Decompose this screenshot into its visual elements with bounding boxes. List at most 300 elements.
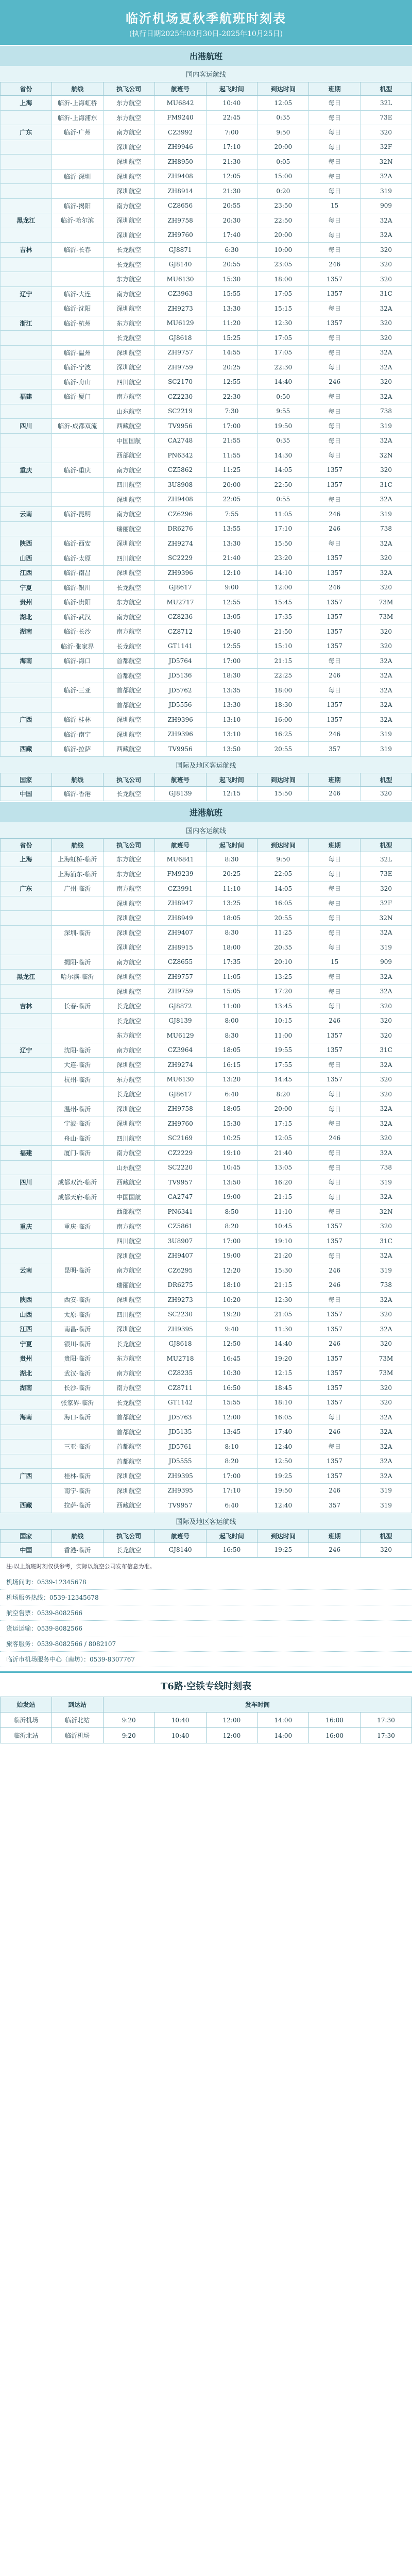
table-cell [1,1439,52,1454]
table-cell: 东方航空 [103,316,154,331]
table-cell: 13:50 [206,742,258,757]
table-row [1,404,412,419]
table-cell [52,404,103,419]
table-cell: SC2219 [154,404,206,419]
table-cell: 南昌-临沂 [52,1322,103,1337]
table-cell: 21:15 [258,1190,309,1205]
table-cell: 19:20 [258,1351,309,1366]
table-cell: 0:55 [258,492,309,507]
table-cell: 湖南 [1,1381,52,1396]
table-row [1,272,412,287]
table-cell: 320 [360,272,412,287]
table-cell [52,1248,103,1263]
table-row [1,940,412,955]
column-header: 到达时间 [258,82,309,96]
table-row [1,882,412,896]
table-cell: 15 [309,198,360,213]
table-cell: 临沂-昆明 [52,507,103,522]
table-cell: 32L [360,852,412,867]
table-cell: 深圳航空 [103,360,154,375]
table-cell: 16:25 [258,727,309,742]
table-cell: 17:05 [258,331,309,346]
table-cell: 1357 [309,595,360,610]
table-cell: 319 [360,940,412,955]
table-cell: 香港-临沂 [52,1543,103,1557]
table-cell: 临沂-上海虹桥 [52,96,103,111]
column-header: 起飞时间 [206,1529,258,1543]
arrivals-intl-header-row [1,1529,412,1543]
table-cell: 32A [360,433,412,448]
table-cell: 长龙航空 [103,639,154,654]
table-cell: 320 [360,463,412,478]
table-cell: ZH9407 [154,925,206,940]
table-cell: 1357 [309,1219,360,1234]
table-cell: 1357 [309,1307,360,1322]
column-header: 执飞公司 [103,1529,154,1543]
table-cell: 19:50 [258,1483,309,1498]
table-cell: 20:25 [206,360,258,375]
table-cell: 21:15 [258,654,309,669]
table-cell: MU6130 [154,1072,206,1087]
table-cell: 首都航空 [103,1439,154,1454]
table-row [1,1205,412,1219]
table-cell: 临沂-香港 [52,786,103,801]
table-cell: 临沂-武汉 [52,609,103,624]
table-cell: 14:05 [258,882,309,896]
table-cell [1,360,52,375]
table-cell: GJ8140 [154,257,206,272]
table-cell [1,404,52,419]
table-cell: 吉林 [1,999,52,1014]
table-cell [1,668,52,683]
table-cell [1,1190,52,1205]
table-cell: JD5763 [154,1410,206,1425]
table-cell: 西部航空 [103,1205,154,1219]
table-cell: 东方航空 [103,1072,154,1087]
table-row [1,639,412,654]
page-title: 临沂机场夏秋季航班时刻表 [126,11,286,26]
table-cell [1,257,52,272]
hotlines [0,1574,412,1667]
table-cell: 12:00 [206,1713,258,1728]
table-cell: 16:05 [258,896,309,911]
table-cell: 贵州 [1,1351,52,1366]
table-row [1,96,412,111]
table-cell: 15:05 [206,984,258,999]
column-header: 机型 [360,1529,412,1543]
table-cell: MU6129 [154,1028,206,1043]
table-cell: 每日 [309,110,360,125]
column-header: 机型 [360,839,412,852]
table-cell: 深圳航空 [103,169,154,184]
table-cell: 长龙航空 [103,331,154,346]
table-row [1,155,412,170]
table-cell: 22:05 [206,492,258,507]
table-row [1,316,412,331]
table-cell: 32A [360,1248,412,1263]
table-row [1,668,412,683]
table-cell: 每日 [309,970,360,985]
table-cell: 1357 [309,566,360,581]
table-row [1,955,412,970]
table-cell: 1357 [309,1395,360,1410]
table-cell: GJ8617 [154,1087,206,1102]
table-cell: 深圳航空 [103,1248,154,1263]
table-cell: 32A [360,668,412,683]
arrivals-intl-table [0,1529,412,1558]
table-cell: 320 [360,1131,412,1146]
table-cell: 12:50 [206,1336,258,1351]
table-cell: 陕西 [1,1293,52,1308]
table-cell: 357 [309,1498,360,1513]
table-cell: 每日 [309,984,360,999]
table-cell: 中国国航 [103,1190,154,1205]
table-cell: 32A [360,1439,412,1454]
table-cell: 首都航空 [103,683,154,698]
table-cell: 320 [360,1072,412,1087]
table-cell: 22:05 [258,867,309,882]
table-cell: 21:40 [206,551,258,566]
table-cell: MU6841 [154,852,206,867]
table-row [1,1072,412,1087]
table-cell: 南方航空 [103,125,154,140]
hotline-item: 机场服务热线：0539-12345678 [0,1590,412,1605]
table-cell: 西藏航空 [103,1498,154,1513]
column-header: 发车时间 [103,1697,411,1713]
table-cell: 246 [309,1263,360,1278]
table-cell: 10:30 [206,1366,258,1381]
table-cell [52,668,103,683]
column-header: 航线 [52,773,103,786]
table-row [1,1469,412,1484]
table-cell: 南方航空 [103,1043,154,1058]
table-row [1,448,412,463]
table-cell: 每日 [309,169,360,184]
table-cell: 1357 [309,1351,360,1366]
table-cell: 每日 [309,96,360,111]
table-cell: 14:00 [258,1713,309,1728]
table-cell: 17:35 [258,609,309,624]
table-cell: 东方航空 [103,1028,154,1043]
table-cell [1,1234,52,1249]
table-cell [1,1205,52,1219]
table-cell: 深圳航空 [103,925,154,940]
table-cell: 11:25 [258,925,309,940]
table-cell: 22:25 [258,668,309,683]
table-cell: 拉萨-临沂 [52,1498,103,1513]
table-cell: 73M [360,1366,412,1381]
table-row [1,492,412,507]
table-cell: 云南 [1,1263,52,1278]
hotline-item: 临沂市机场服务中心（南坊）：0539-8307767 [0,1652,412,1667]
table-cell: 揭阳-临沂 [52,955,103,970]
page-header [0,0,412,45]
table-cell: 临沂-三亚 [52,683,103,698]
table-cell: 21:20 [258,1248,309,1263]
table-cell: 临沂-长沙 [52,624,103,639]
table-cell: 32A [360,654,412,669]
table-cell: 20:55 [258,742,309,757]
table-cell [1,911,52,926]
table-cell: 南方航空 [103,1263,154,1278]
table-cell: 9:00 [206,580,258,595]
column-header: 航班号 [154,82,206,96]
table-cell: 17:30 [360,1728,412,1743]
table-cell [52,331,103,346]
table-cell: 临沂-舟山 [52,375,103,389]
table-row [1,551,412,566]
table-cell: 每日 [309,1410,360,1425]
table-cell: 19:25 [258,1469,309,1484]
table-cell: 10:00 [258,243,309,258]
table-cell: 南方航空 [103,1381,154,1396]
table-cell: ZH9757 [154,345,206,360]
table-cell: 12:05 [258,1131,309,1146]
table-cell: 22:30 [258,360,309,375]
table-cell: 黑龙江 [1,970,52,985]
table-cell: 南方航空 [103,882,154,896]
table-cell: 32A [360,683,412,698]
table-cell: 14:00 [258,1728,309,1743]
table-row [1,1087,412,1102]
table-cell: CZ8711 [154,1381,206,1396]
table-cell: 32A [360,970,412,985]
table-cell: 13:50 [206,1175,258,1190]
column-header: 起飞时间 [206,839,258,852]
table-cell: 深圳航空 [103,228,154,243]
table-cell: 19:40 [206,624,258,639]
table-cell: 22:45 [206,110,258,125]
table-cell: 17:20 [258,984,309,999]
table-cell: 上海 [1,96,52,111]
table-row [1,198,412,213]
table-cell: 每日 [309,1175,360,1190]
table-cell: 17:40 [258,1425,309,1439]
table-row [1,1263,412,1278]
table-row [1,286,412,301]
table-cell: 15:55 [206,1395,258,1410]
table-cell: 320 [360,1219,412,1234]
table-cell: 11:00 [206,999,258,1014]
column-header: 到达站 [52,1697,103,1713]
table-cell: 太原-临沂 [52,1307,103,1322]
table-cell: SC2169 [154,1131,206,1146]
table-cell: 辽宁 [1,1043,52,1058]
table-cell: 深圳-临沂 [52,925,103,940]
table-cell [1,301,52,316]
bus-title: T6路·空铁专线时刻表 [0,1671,412,1697]
table-row [1,1713,412,1728]
table-cell [1,375,52,389]
table-cell [1,478,52,493]
table-cell: 246 [309,375,360,389]
table-cell [1,1028,52,1043]
table-cell: 23:05 [258,257,309,272]
table-row [1,243,412,258]
table-cell: 中国 [1,1543,52,1557]
table-cell: 临沂-长春 [52,243,103,258]
table-cell: ZH8914 [154,184,206,199]
table-cell: 32A [360,984,412,999]
table-cell [52,184,103,199]
table-row [1,140,412,155]
departures-domestic-header-row [1,82,412,96]
table-cell: TV9956 [154,742,206,757]
table-cell: 1357 [309,1454,360,1469]
table-cell: 18:30 [206,668,258,683]
table-cell [1,272,52,287]
table-cell: 12:15 [206,786,258,801]
table-cell: CZ5861 [154,1219,206,1234]
table-cell: 320 [360,882,412,896]
table-cell: 20:00 [258,140,309,155]
table-cell: 17:05 [258,286,309,301]
table-cell [52,448,103,463]
table-cell [52,984,103,999]
table-cell: 73M [360,1351,412,1366]
table-cell: 湖北 [1,609,52,624]
table-cell: 每日 [309,125,360,140]
table-cell: 四川航空 [103,551,154,566]
table-cell: 临沂-桂林 [52,713,103,727]
table-row [1,970,412,985]
table-cell: ZH9395 [154,1322,206,1337]
table-row [1,375,412,389]
table-cell: 8:20 [206,1454,258,1469]
table-cell: 73M [360,609,412,624]
table-cell: 首都航空 [103,698,154,713]
table-cell: 21:30 [206,184,258,199]
table-cell: 73E [360,867,412,882]
table-cell: 南方航空 [103,609,154,624]
table-cell: 17:00 [206,1469,258,1484]
table-cell: 张家界-临沂 [52,1395,103,1410]
table-cell: 临沂-贵阳 [52,595,103,610]
departures-domestic-subtitle: 国内客运航线 [0,66,412,82]
table-cell [52,1028,103,1043]
table-cell: 南方航空 [103,1366,154,1381]
column-header: 航班号 [154,839,206,852]
table-cell: 四川航空 [103,375,154,389]
table-cell: 246 [309,507,360,522]
table-row [1,536,412,551]
table-cell: 15:25 [206,331,258,346]
table-cell [1,1483,52,1498]
table-cell [52,1087,103,1102]
table-cell: 长龙航空 [103,1013,154,1028]
table-cell: 13:05 [258,1160,309,1175]
table-cell: 广西 [1,1469,52,1484]
table-cell: 32A [360,925,412,940]
table-cell: 32A [360,1116,412,1131]
table-cell [1,1454,52,1469]
table-cell: 17:10 [206,140,258,155]
table-cell: 西安-临沂 [52,1293,103,1308]
table-cell: 12:55 [206,595,258,610]
table-cell: 15:30 [206,1116,258,1131]
table-cell: 0:35 [258,110,309,125]
table-cell: 重庆-临沂 [52,1219,103,1234]
table-cell: 320 [360,786,412,801]
table-cell: 首都航空 [103,1425,154,1439]
table-cell: 14:55 [206,345,258,360]
table-cell: 32A [360,1146,412,1161]
table-cell: 湖南 [1,624,52,639]
table-cell: GT1141 [154,639,206,654]
table-cell: 13:55 [206,521,258,536]
table-row [1,110,412,125]
table-cell: 12:10 [206,566,258,581]
table-cell: 海口-临沂 [52,1410,103,1425]
table-cell: 32A [360,1101,412,1116]
table-cell: 11:10 [258,1205,309,1219]
column-header: 起飞时间 [206,82,258,96]
table-cell: 20:25 [206,867,258,882]
table-cell [52,521,103,536]
table-row [1,698,412,713]
table-cell: 12:00 [206,1410,258,1425]
table-cell: 0:20 [258,184,309,199]
table-cell: 长龙航空 [103,257,154,272]
table-cell [52,140,103,155]
table-cell: 东方航空 [103,110,154,125]
table-cell: 贵阳-临沂 [52,1351,103,1366]
table-cell: 18:45 [258,1381,309,1396]
table-cell: 320 [360,125,412,140]
table-cell: 深圳航空 [103,1483,154,1498]
table-cell [52,257,103,272]
table-row [1,742,412,757]
table-cell: ZH8950 [154,155,206,170]
table-row [1,925,412,940]
table-cell: 18:00 [206,940,258,955]
table-cell: 1357 [309,286,360,301]
table-row [1,566,412,581]
table-cell: 15:55 [206,286,258,301]
table-cell: 32A [360,1425,412,1439]
table-cell [1,1278,52,1293]
table-cell: 8:30 [206,1028,258,1043]
table-cell: 3U8907 [154,1234,206,1249]
table-cell: 320 [360,624,412,639]
table-cell: 每日 [309,360,360,375]
table-cell: 320 [360,1543,412,1557]
table-cell [1,521,52,536]
table-cell: 23:50 [258,198,309,213]
table-cell: JD5761 [154,1439,206,1454]
table-cell: GT1142 [154,1395,206,1410]
table-cell: 临沂-成都双流 [52,419,103,434]
table-cell: 深圳航空 [103,1293,154,1308]
table-cell [1,1248,52,1263]
table-row [1,1728,412,1743]
table-cell: 246 [309,786,360,801]
column-header: 航班号 [154,773,206,786]
table-cell: 20:55 [206,198,258,213]
table-cell: 深圳航空 [103,1322,154,1337]
table-row [1,1351,412,1366]
table-cell: 临沂-厦门 [52,389,103,404]
table-cell: 32A [360,1454,412,1469]
table-cell: 温州-临沂 [52,1101,103,1116]
table-cell: 深圳航空 [103,184,154,199]
table-row [1,1543,412,1557]
table-cell: 319 [360,184,412,199]
table-cell: ZH9396 [154,713,206,727]
table-cell: 17:30 [360,1713,412,1728]
table-cell: 909 [360,955,412,970]
table-row [1,125,412,140]
